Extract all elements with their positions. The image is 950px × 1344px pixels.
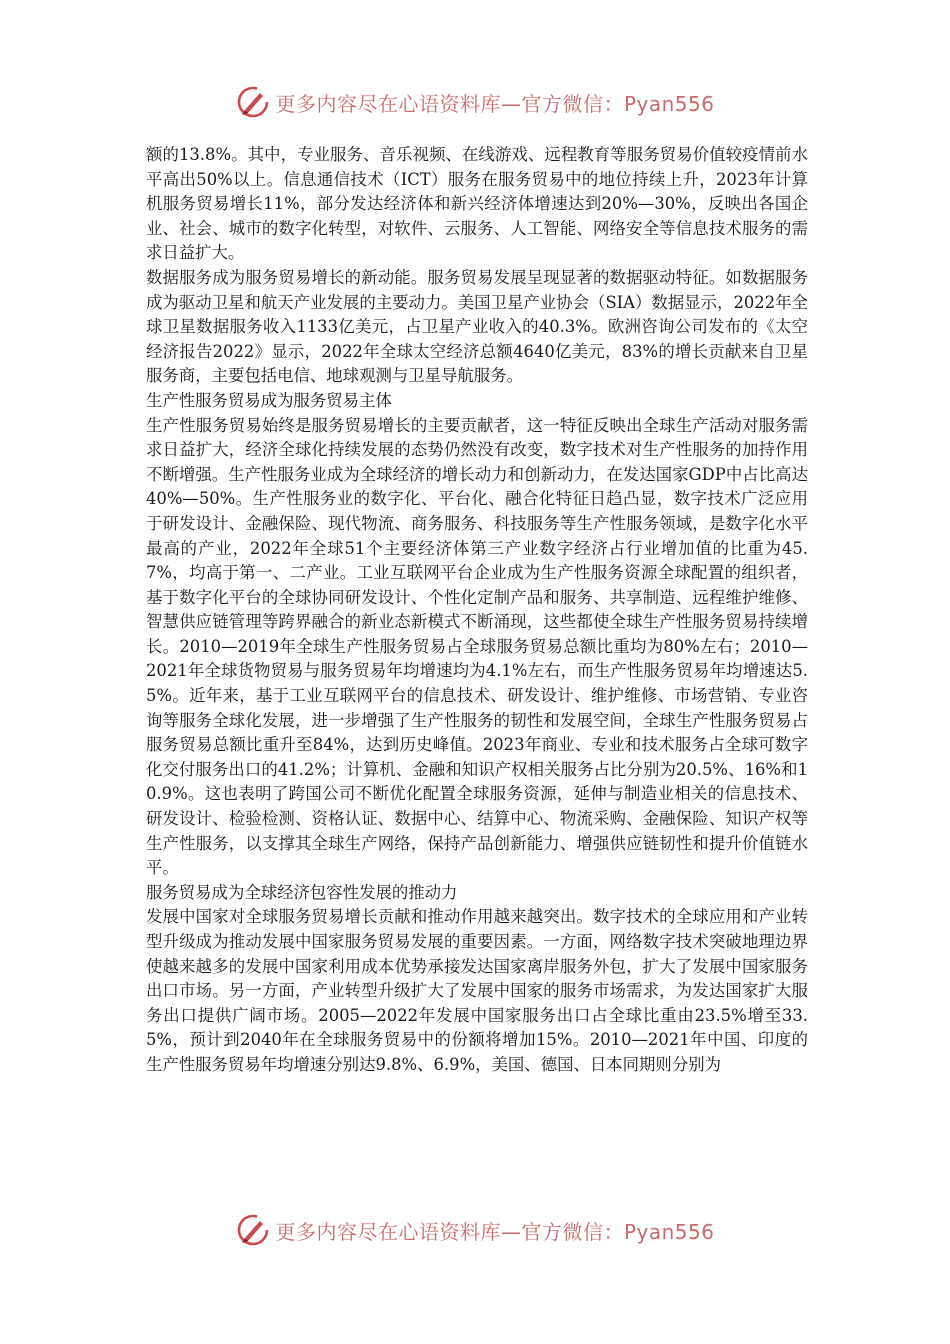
- document-body: [146, 143, 808, 1078]
- paragraph-data-services: 数据服务成为服务贸易增长的新动能。服务贸易发展呈现显著的数据驱动特征。如数据服务成为驱动卫星和航天产业发展的主要动力。美国卫星产业协会（SIA）数据显示，2022年全球卫星数据服务收入1133亿美元，占卫星产业收入的40.3%。欧洲咨询公司发布的《太空经济报告2022》显示，2022年全球太空经济总额4640亿美元，83%的增长贡献来自卫星服务商，主要包括电信、地球观测与卫星导航服务。: [146, 267, 808, 386]
- header-watermark-text: 更多内容尽在心语资料库—官方微信：Pyan556: [275, 91, 715, 116]
- paragraph-developing-countries: 发展中国家对全球服务贸易增长贡献和推动作用越来越突出。数字技术的全球应用和产业转型升级成为推动发展中国家服务贸易发展的重要因素。一方面，网络数字技术突破地理边界使越来越多的发展中国家利用成本优势承接发达国家离岸服务外包，扩大了发展中国家服务出口市场。另一方面，产业转型升级扩大了发展中国家的服务市场需求，为发达国家扩大服务出口提供广阔市场。2005—2022年发展中国家服务出口占全球比重由23.5%增至33.5%，预计到2040年在全球服务贸易中的份额将增加15%。2010—2021年中国、印度的生产性服务贸易年均增速分别达9.8%、6.9%，美国、德国、日本同期则分别为: [146, 907, 808, 1074]
- brush-pen-logo-icon: [235, 84, 271, 120]
- brush-pen-logo-icon: [235, 1212, 271, 1248]
- footer-watermark: [0, 1210, 950, 1250]
- section-heading-producer-services: 生产性服务贸易成为服务贸易主体: [146, 390, 392, 410]
- section-heading-inclusive-development: 服务贸易成为全球经济包容性发展的推动力: [146, 882, 458, 902]
- footer-watermark-text: 更多内容尽在心语资料库—官方微信：Pyan556: [275, 1219, 715, 1244]
- header-watermark: [0, 82, 950, 122]
- paragraph-producer-services: 生产性服务贸易始终是服务贸易增长的主要贡献者，这一特征反映出全球生产活动对服务需求日益扩大，经济全球化持续发展的态势仍然没有改变，数字技术对生产性服务的加持作用不断增强。生产性服务业成为全球经济的增长动力和创新动力，在发达国家GDP中占比高达40%—50%。生产性服务业的数字化、平台化、融合化特征日趋凸显，数字技术广泛应用于研发设计、金融保险、现代物流、商务服务、科技服务等生产性服务领域，是数字化水平最高的产业，2022年全球51个主要经济体第三产业数字经济占行业增加值的比重为45.7%，均高于第一、二产业。工业互联网平台企业成为生产性服务资源全球配置的组织者，基于数字化平台的全球协同研发设计、个性化定制产品和服务、共享制造、远程维护维修、智慧供应链管理等跨界融合的新业态新模式不断涌现，这些都使全球生产性服务贸易持续增长。2010—2019年全球生产性服务贸易占全球服务贸易总额比重均为80%左右；2010—2021年全球货物贸易与服务贸易年均增速均为4.1%左右，而生产性服务贸易年均增速达5.5%。近年来，基于工业互联网平台的信息技术、研发设计、维护维修、市场营销、专业咨询等服务全球化发展，进一步增强了生产性服务的韧性和发展空间，全球生产性服务贸易占服务贸易总额比重升至84%，达到历史峰值。2023年商业、专业和技术服务占全球可数字化交付服务出口的41.2%；计算机、金融和知识产权相关服务占比分别为20.5%、16%和10.9%。这也表明了跨国公司不断优化配置全球服务资源，延伸与制造业相关的信息技术、研发设计、检验检测、资格认证、数据中心、结算中心、物流采购、金融保险、知识产权等生产性服务，以支撑其全球生产网络，保持产品创新能力、增强供应链韧性和提升价值链水平。: [146, 415, 808, 878]
- paragraph-ict-services: 额的13.8%。其中，专业服务、音乐视频、在线游戏、远程教育等服务贸易价值较疫情前水平高出50%以上。信息通信技术（ICT）服务在服务贸易中的地位持续上升，2023年计算机服务贸易增长11%，部分发达经济体和新兴经济体增速达到20%—30%，反映出各国企业、社会、城市的数字化转型，对软件、云服务、人工智能、网络安全等信息技术服务的需求日益扩大。: [146, 145, 808, 263]
